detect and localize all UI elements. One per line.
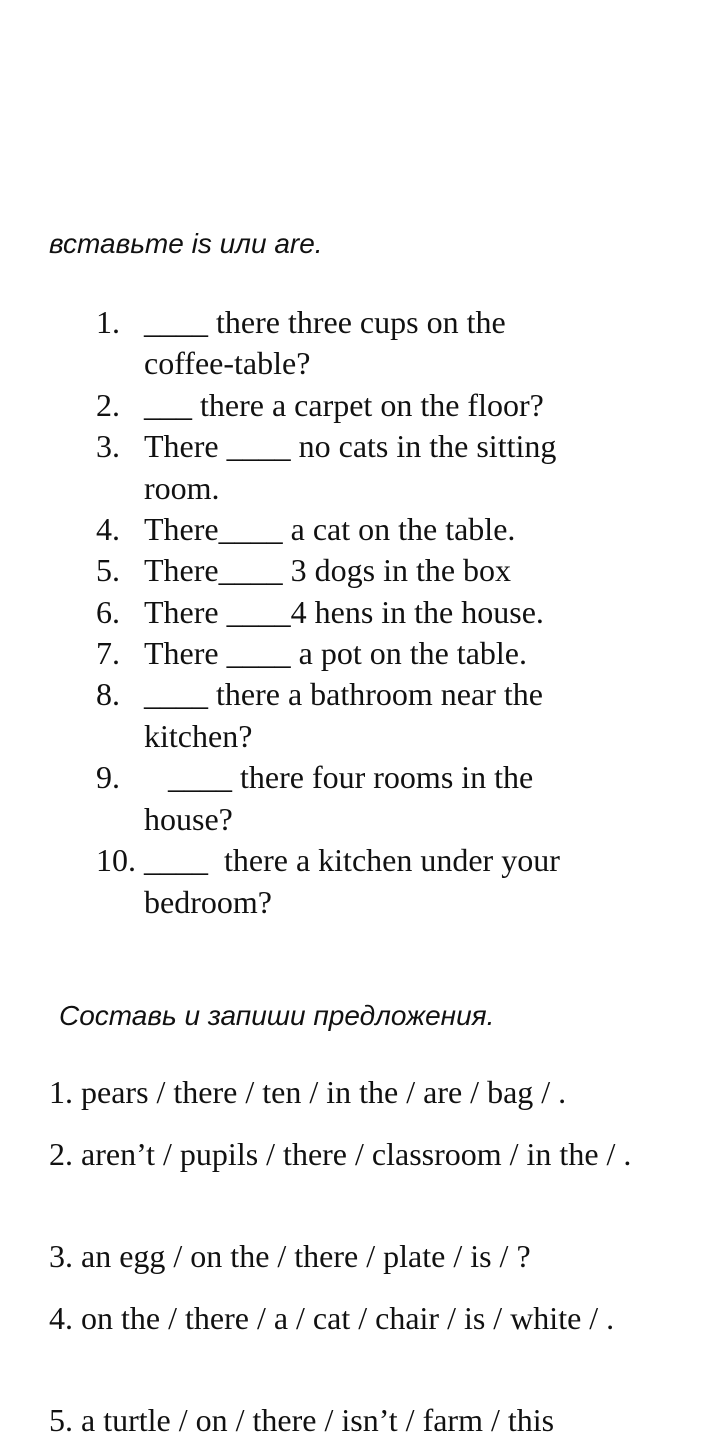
item-9-text-cont: house? — [144, 801, 233, 837]
item-10-number: 10. — [96, 842, 136, 878]
exercise1-instruction: вставьте is или are. — [49, 228, 323, 259]
item-10-text: ____ there a kitchen under your — [144, 842, 560, 878]
item-8-text-cont: kitchen? — [144, 718, 253, 754]
item-6-number: 6. — [96, 594, 120, 630]
item-8-text: ____ there a bathroom near the — [144, 676, 543, 712]
item-4-number: 4. — [96, 511, 120, 547]
item-6-text: There ____4 hens in the house. — [144, 594, 544, 630]
sentence-5: 5. a turtle / on / there / isn’t / farm / this — [49, 1402, 555, 1438]
item-4-text: There____ a cat on the table. — [144, 511, 516, 547]
item-7-text: There ____ a pot on the table. — [144, 635, 527, 671]
item-9-text: ____ there four rooms in the — [144, 759, 534, 795]
item-3-text: There ____ no cats in the sitting — [144, 428, 557, 464]
exercise2-instruction: Составь и запиши предложения. — [59, 1000, 495, 1031]
item-1-number: 1. — [96, 304, 120, 340]
sentence-3: 3. an egg / on the / there / plate / is / ? — [49, 1238, 531, 1274]
item-3-text-cont: room. — [144, 470, 220, 506]
item-9-number: 9. — [96, 759, 120, 795]
item-7-number: 7. — [96, 635, 120, 671]
sentence-4: 4. on the / there / a / cat / chair / is / white / . — [49, 1300, 615, 1336]
item-5-text: There____ 3 dogs in the box — [144, 552, 512, 588]
item-1-text: ____ there three cups on the — [144, 304, 506, 340]
sentence-2: 2. aren’t / pupils / there / classroom / in the / . — [49, 1136, 632, 1172]
item-10-text-cont: bedroom? — [144, 884, 272, 920]
item-1-text-cont: coffee-table? — [144, 345, 311, 381]
item-2-text: ___ there a carpet on the floor? — [144, 387, 544, 423]
sentence-1: 1. pears / there / ten / in the / are / bag / . — [49, 1074, 567, 1110]
item-8-number: 8. — [96, 676, 120, 712]
item-2-number: 2. — [96, 387, 120, 423]
item-3-number: 3. — [96, 428, 120, 464]
item-5-number: 5. — [96, 552, 120, 588]
